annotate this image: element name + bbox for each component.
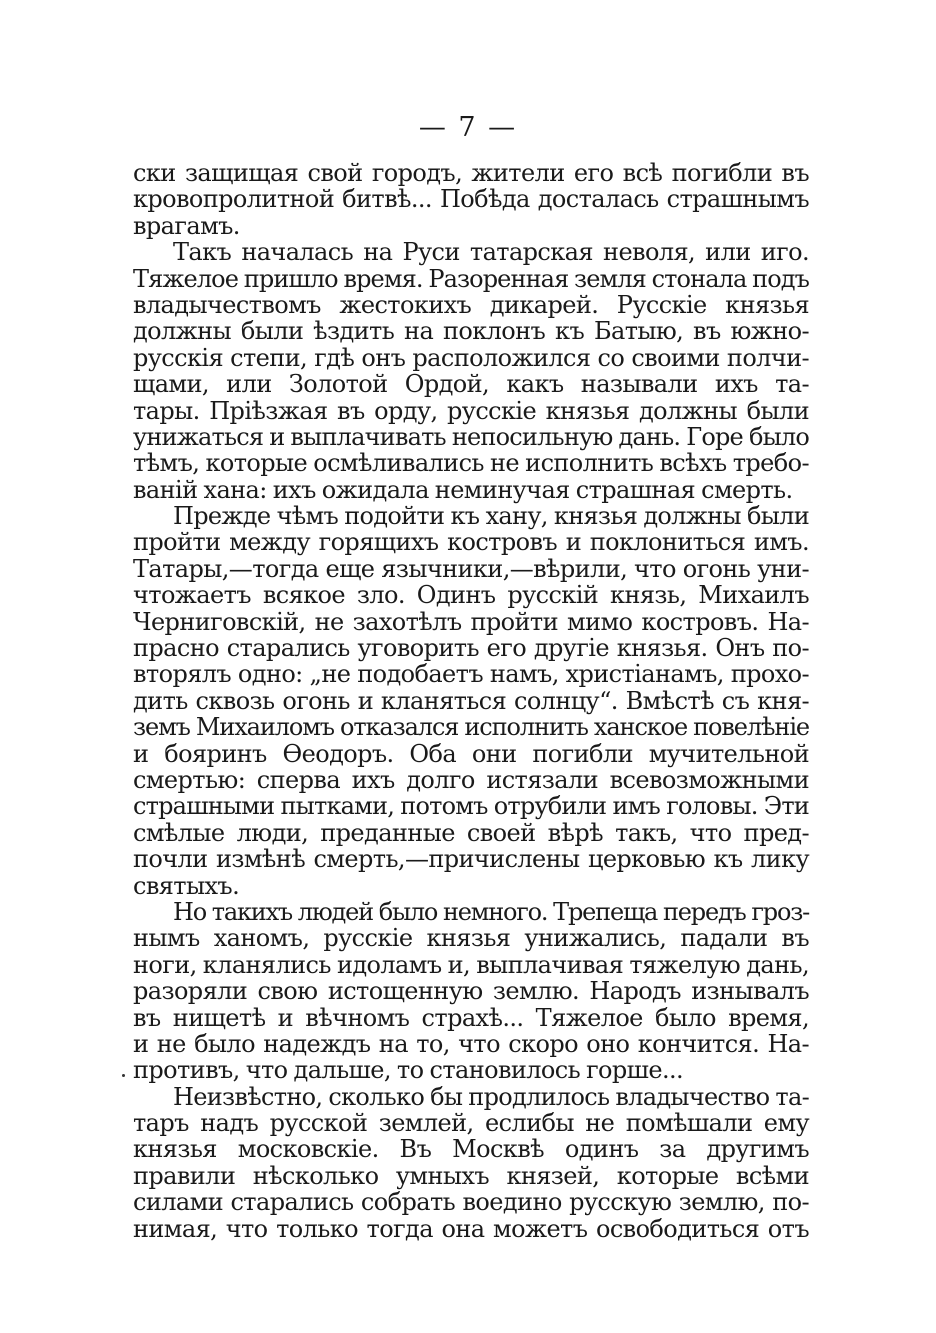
text-line: Но такихъ людей было немного. Трепеща передъ гроз- xyxy=(173,897,809,926)
text-line: Тяжелое пришло время. Разоренная земля стонала подъ xyxy=(133,264,809,293)
text-line: святыхъ. xyxy=(133,871,240,900)
text-line: владычествомъ жестокихъ дикарей. Русскіе князья xyxy=(133,290,809,319)
text-line: нымъ ханомъ, русскіе князья унижались, падали въ xyxy=(133,924,809,953)
text-line: ваній хана: ихъ ожидала неминучая страшная смерть. xyxy=(133,475,793,504)
text-line: унижаться и выплачивать непосильную дань. Горе было xyxy=(133,422,809,451)
body-text xyxy=(133,160,809,1242)
text-line: въ нищетѣ и вѣчномъ страхѣ... Тяжелое было время, xyxy=(133,1003,809,1032)
print-speck xyxy=(122,1074,125,1077)
text-line: прасно старались уговорить его другіе князья. Онъ по- xyxy=(133,634,809,663)
text-line: нимая, что только тогда она можетъ освободиться отъ xyxy=(133,1214,809,1243)
text-line: тары. Пріѣзжая въ орду, русскіе князья должны были xyxy=(133,396,809,425)
text-line: противъ, что дальше, то становилось горше... xyxy=(133,1056,684,1085)
text-line: вторялъ одно: „не подобаетъ намъ, христіанамъ, прохо- xyxy=(133,660,809,689)
text-line: тѣмъ, которые осмѣливались не исполнить всѣхъ требо- xyxy=(133,449,809,478)
text-line: Черниговскій, не захотѣлъ пройти мимо костровъ. На- xyxy=(133,607,809,636)
text-line: врагамъ. xyxy=(133,211,240,240)
text-line: правили нѣсколько умныхъ князей, которые всѣми xyxy=(133,1161,809,1190)
text-line: пройти между горящихъ костровъ и поклониться имъ. xyxy=(133,528,809,557)
text-line: страшными пытками, потомъ отрубили имъ головы. Эти xyxy=(133,792,809,821)
text-line: земъ Михаиломъ отказался исполнить ханское повелѣніе xyxy=(133,713,809,742)
text-line: чтожаетъ всякое зло. Одинъ русскій князь, Михаилъ xyxy=(133,581,809,610)
text-line: кровопролитной битвѣ... Побѣда досталась страшнымъ xyxy=(133,185,809,214)
text-line: таръ надъ русской землей, еслибы не помѣшали ему xyxy=(133,1109,809,1138)
text-line: и не было надеждъ на то, что скоро оно кончится. На- xyxy=(133,1029,809,1058)
text-line: должны были ѣздить на поклонъ къ Батыю, въ южно- xyxy=(133,317,809,346)
text-line: ски защищая свой городъ, жители его всѣ погибли въ xyxy=(133,159,809,187)
text-line: смертью: сперва ихъ долго истязали всевозможными xyxy=(133,765,809,794)
text-line: разоряли свою истощенную землю. Народъ изнывалъ xyxy=(133,977,809,1006)
text-line: Неизвѣстно, сколько бы продлилось владычество та- xyxy=(173,1082,809,1111)
text-line: Прежде чѣмъ подойти къ хану, князья должны были xyxy=(173,502,809,531)
text-line: дить сквозь огонь и кланяться солнцу“. Вмѣстѣ съ кня- xyxy=(133,686,809,715)
text-line: Татары,—тогда еще язычники,—вѣрили, что огонь уни- xyxy=(133,554,809,583)
text-line: ноги, кланялись идоламъ и, выплачивая тяжелую дань, xyxy=(133,950,809,979)
page-number: — 7 — xyxy=(418,112,518,143)
text-line: князья московскіе. Въ Москвѣ одинъ за другимъ xyxy=(133,1135,809,1164)
text-line: силами старались собрать воедино русскую землю, по- xyxy=(133,1188,809,1217)
text-line: и бояринъ Ѳеодоръ. Оба они погибли мучительной xyxy=(133,739,809,768)
text-line: Такъ началась на Руси татарская неволя, или иго. xyxy=(173,238,809,267)
text-line: русскія степи, гдѣ онъ расположился со своими полчи- xyxy=(133,343,809,372)
text-line: смѣлые люди, преданные своей вѣрѣ такъ, что пред- xyxy=(133,818,809,847)
text-line: щами, или Золотой Ордой, какъ называли ихъ та- xyxy=(133,370,809,399)
text-line: почли измѣнѣ смерть,—причислены церковью къ лику xyxy=(133,845,809,874)
